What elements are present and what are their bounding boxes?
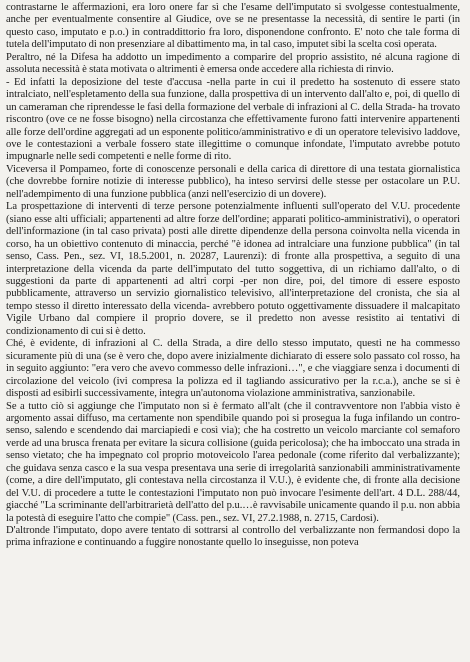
paragraph-8: D'altronde l'imputato, dopo avere tentato di sottrarsi al controllo del verbalizzante non fermandosi dopo la prima infrazione e continuando a fuggire nonostante quello lo inseguisse, non poteva bbox=[6, 525, 460, 549]
paragraph-6: Ché, è evidente, di infrazioni al C. della Strada, a dire dello stesso imputato, questi ne ha commesso sicuramente più di una (se è vero che, dopo avere inizialmente dichiarato di essere solo passato col rosso, ha in seguito aggiunto: "era vero che avevo commesso delle infrazioni…", e che viaggiare senza i documenti di circolazione del veicolo (ivi compresa la polizza ed il tagliando assicurativo per la r.c.a.), anche se si è disposti ad esibirli successivamente, integra un'autonoma violazione amministrativa, sanzionabile. bbox=[6, 338, 460, 400]
paragraph-7: Se a tutto ciò si aggiunge che l'imputato non si è fermato all'alt (che il contravventore non l'abbia visto è argomento assai diffuso, ma certamente non spendibile quando poi si prosegua la fuga infilando un contro-senso, salendo e scendendo dai marciapiedi e così via); che ha costretto un veicolo marciante col semaforo verde ad una brusca frenata per evitare la sicura collisione (guida pericolosa); che ha imboccato una strada in senso vietato; che ha impegnato col proprio motoveicolo l'area pedonale (come riferito dal verbalizzante); che guidava senza casco e la sua vespa presentava una serie di irregolarità sanzionabili amministrativamente (come, a dire dell'imputato, gli contestava nella circostanza il V.U.), è evidente che, di fronte alla decisione del V.U. di procedere a tutte le contestazioni l'imputato non può invocare l'esimente dell'art. 4 D.L. 288/44, giacché "La scriminante dell'arbitrarietà dell'atto del p.u.…è ravvisabile unicamente quando il p.u. non abbia la potestà di eseguire l'atto che compie" (Cass. pen., sez. VI, 27.2.1988, n. 2715, Cardosi). bbox=[6, 400, 460, 524]
paragraph-1: contrastarne le affermazioni, era loro onere far sì che l'esame dell'imputato si svolgesse contestualmente, anche per eventualmente consentire al Giudice, ove se ne presentasse la necessità, di sentire le parti (in questo caso, imputato e p.o.) in contraddittorio fra loro, disponendone confronto. E' noto che tale forma di tutela dell'imputato di non presenziare al dibattimento ma, in tal caso, imputet sibi la scelta così operata. bbox=[6, 2, 460, 51]
paragraph-3: - Ed infatti la deposizione del teste d'accusa -nella parte in cui il predetto ha sostenuto di essere stato intralciato, nell'espletamento della sua funzione, dalla prospettiva di un intervento dall'alto e, poi, di quello di un cameraman che riprendesse le fasi della formazione del verbale di infrazioni al C. della Strada- ha trovato riscontro (ove ce ne fosse bisogno) nella circostanza che effettivamente furono fatti intervenire appartenenti alle forze dell'ordine aggregati ad un esponente politico/amministrativo e di un operatore televisivo laddove, ove le contestazioni a verbale fossero state illegittime o comunque infondate, l'imputato avrebbe potuto impugnarle nelle sedi competenti e nelle forme di rito. bbox=[6, 76, 460, 163]
paragraph-2: Peraltro, né la Difesa ha addotto un impedimento a comparire del proprio assistito, né alcuna ragione di assoluta necessità è stata motivata o altrimenti è emersa onde accedere alla richiesta di rinvio. bbox=[6, 51, 460, 76]
paragraph-4: Viceversa il Pompameo, forte di conoscenze personali e della carica di direttore di una testata giornalistica (che dovrebbe fornire notizie di interesse pubblico), ha inteso servirsi delle stesse per ostacolare un P.U. nell'adempimento di una funzione pubblica (anzi nell'esercizio di un dovere). bbox=[6, 163, 460, 200]
paragraph-5: La prospettazione di interventi di terze persone potenzialmente influenti sull'operato del V.U. procedente (siano esse alti ufficiali; appartenenti ad altre forze dell'ordine; apparati politico-amministrativi), o operatori dell'informazione (in tal caso privata) posti alle dirette dipendenze della persona coinvolta nella vicenda in corso, ha un obiettivo contenuto di minaccia, perché "è idonea ad intralciare una funzione pubblica" (in tal senso, Cass. Pen., sez. VI, 18.5.2001, n. 20287, Laurenzi): di fronte alla prospettiva, a seguito di una interpretazione della vicenda da parte dell'imputato del tutto soggettiva, di un richiamo dall'alto, o di suggestioni da parte di appartenenti ad altri corpi -per non dire, poi, del timore di essere esposto pubblicamente, attraverso un servizio giornalistico televisivo, all'interpretazione del cronista, che sia al tempo stesso il diretto interessato della vicenda- avrebbero potuto oggettivamente dissuadere il malcapitato Vigile Urbano dal compiere il proprio dovere, se il predetto non avesse resistito ai tentativi di condizionamento di cui si è detto. bbox=[6, 201, 460, 337]
